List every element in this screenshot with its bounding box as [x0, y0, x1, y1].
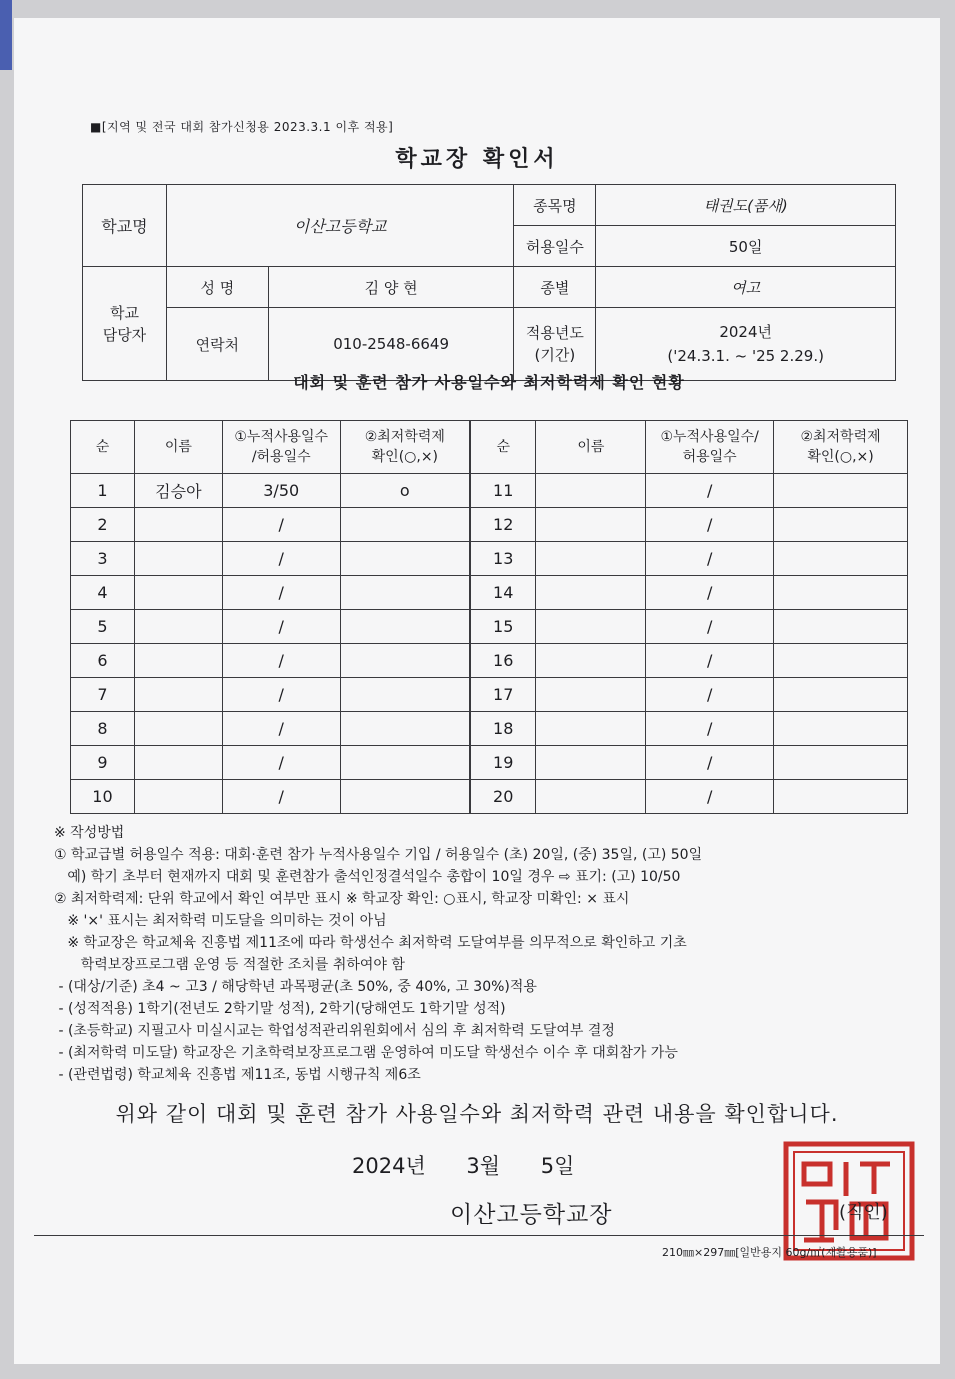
row-check-right — [774, 610, 908, 644]
row-check-right — [774, 780, 908, 814]
school-label: 학교명 — [83, 185, 167, 267]
row-no: 7 — [71, 678, 135, 712]
header-no: 순 — [71, 421, 135, 474]
allowed-days-value: 50일 — [596, 226, 896, 267]
row-check — [340, 780, 470, 814]
row-check — [340, 542, 470, 576]
table-row — [71, 474, 908, 508]
row-no-right: 20 — [470, 780, 536, 814]
year-value: 2024년 — [719, 323, 772, 341]
issue-date — [352, 1150, 608, 1180]
row-no-right: 17 — [470, 678, 536, 712]
table-row — [71, 712, 908, 746]
row-check-right — [774, 542, 908, 576]
row-name — [134, 542, 222, 576]
confirmation-text: 위와 같이 대회 및 훈련 참가 사용일수와 최저학력 관련 내용을 확인합니다. — [115, 1102, 839, 1126]
date-day: 5일 — [540, 1154, 575, 1178]
date-year: 2024년 — [352, 1154, 426, 1178]
row-no-right: 11 — [470, 474, 536, 508]
phone-label: 연락처 — [166, 308, 268, 381]
row-no-right: 16 — [470, 644, 536, 678]
row-days: / — [222, 712, 340, 746]
row-no: 9 — [71, 746, 135, 780]
row-name — [134, 678, 222, 712]
header-days: ①누적사용일수 /허용일수 — [222, 421, 340, 474]
row-name: 김승아 — [134, 474, 222, 508]
name-value: 김 양 현 — [268, 267, 514, 308]
row-check — [340, 712, 470, 746]
table-row — [71, 644, 908, 678]
row-name — [134, 712, 222, 746]
row-name — [134, 576, 222, 610]
row-check — [340, 746, 470, 780]
row-name-right — [536, 508, 646, 542]
row-days-right: / — [646, 474, 774, 508]
allowed-days-label: 허용일수 — [514, 226, 596, 267]
period-value: ('24.3.1. ~ '25 2.29.) — [667, 347, 824, 365]
date-month: 3월 — [466, 1154, 501, 1178]
row-days: 3/50 — [222, 474, 340, 508]
row-days-right: / — [646, 712, 774, 746]
row-name-right — [536, 610, 646, 644]
row-check-right — [774, 576, 908, 610]
row-days: / — [222, 644, 340, 678]
table-header-row — [71, 421, 908, 474]
row-no-right: 13 — [470, 542, 536, 576]
row-days-right: / — [646, 644, 774, 678]
row-name-right — [536, 678, 646, 712]
instruction-line: - (최저학력 미도달) 학교장은 기초학력보장프로그램 운영하여 미도달 학생선수 이수 후 대회참가 가능 — [54, 1045, 678, 1061]
row-days-right: / — [646, 780, 774, 814]
row-no-right: 18 — [470, 712, 536, 746]
row-days: / — [222, 780, 340, 814]
principal-name: 이산고등학교장 — [450, 1202, 613, 1228]
row-name-right — [536, 746, 646, 780]
row-name-right — [536, 780, 646, 814]
usage-note: ■[지역 및 전국 대회 참가신청용 2023.3.1 이후 적용] — [90, 120, 394, 134]
year-label: 적용년도 (기간) — [514, 308, 596, 381]
row-days: / — [222, 508, 340, 542]
row-days-right: / — [646, 610, 774, 644]
instruction-line: ※ 학교장은 학교체육 진흥법 제11조에 따라 학생선수 최저학력 도달여부를 의무적으로 확인하고 기초 — [54, 935, 687, 951]
phone-value: 010-2548-6649 — [268, 308, 514, 381]
row-days: / — [222, 610, 340, 644]
background-object — [0, 0, 12, 70]
section-title: 대회 및 훈련 참가 사용일수와 최저학력제 확인 현황 — [293, 373, 685, 392]
row-days-right: / — [646, 508, 774, 542]
row-name-right — [536, 542, 646, 576]
instructions — [54, 822, 924, 1086]
school-info-table — [82, 184, 896, 381]
row-no: 2 — [71, 508, 135, 542]
row-name-right — [536, 474, 646, 508]
row-days-right: / — [646, 576, 774, 610]
seal-label: (직인) — [839, 1202, 888, 1223]
header-name-right: 이름 — [536, 421, 646, 474]
instruction-line: - (초등학교) 지필고사 미실시교는 학업성적관리위원회에서 심의 후 최저학력 도달여부 결정 — [54, 1023, 615, 1039]
row-days: / — [222, 542, 340, 576]
row-check — [340, 644, 470, 678]
instruction-line: ※ '×' 표시는 최저학력 미도달을 의미하는 것이 아님 — [54, 913, 387, 929]
row-check-right — [774, 508, 908, 542]
instruction-line: ② 최저학력제: 단위 학교에서 확인 여부만 표시 ※ 학교장 확인: ○표시, 학교장 미확인: × 표시 — [54, 891, 630, 907]
row-name — [134, 610, 222, 644]
row-check-right — [774, 678, 908, 712]
row-check — [340, 508, 470, 542]
row-days-right: / — [646, 678, 774, 712]
row-no: 10 — [71, 780, 135, 814]
row-name-right — [536, 712, 646, 746]
row-check-right — [774, 712, 908, 746]
instruction-line: - (성적적용) 1학기(전년도 2학기말 성적), 2학기(당해연도 1학기말 성적) — [54, 1001, 506, 1017]
table-row — [71, 508, 908, 542]
instructions-heading: ※ 작성방법 — [54, 825, 125, 841]
row-no: 3 — [71, 542, 135, 576]
row-name — [134, 644, 222, 678]
instruction-line: 예) 학기 초부터 현재까지 대회 및 훈련참가 출석인정결석일수 총합이 10일 경우 ⇨ 표기: (고) 10/50 — [54, 869, 681, 885]
instruction-line: - (대상/기준) 초4 ~ 고3 / 해당학년 과목평균(초 50%, 중 40%, 고 30%)적용 — [54, 979, 537, 995]
row-check — [340, 678, 470, 712]
row-check — [340, 610, 470, 644]
row-no: 8 — [71, 712, 135, 746]
category-label: 종별 — [514, 267, 596, 308]
row-name — [134, 508, 222, 542]
bottom-rule — [34, 1235, 924, 1236]
row-no: 6 — [71, 644, 135, 678]
row-days-right: / — [646, 542, 774, 576]
row-no: 5 — [71, 610, 135, 644]
table-row — [71, 576, 908, 610]
row-no: 4 — [71, 576, 135, 610]
row-days-right: / — [646, 746, 774, 780]
name-label: 성 명 — [166, 267, 268, 308]
table-row — [71, 746, 908, 780]
row-name — [134, 780, 222, 814]
header-check: ②최저학력제 확인(○,×) — [340, 421, 470, 474]
header-no-right: 순 — [470, 421, 536, 474]
row-check-right — [774, 644, 908, 678]
event-value: 태권도(품새) — [596, 185, 896, 226]
paper-spec: 210㎜×297㎜[일반용지 60g/㎡(재활용품)] — [662, 1246, 877, 1259]
row-check — [340, 576, 470, 610]
table-row — [71, 610, 908, 644]
header-check-right: ②최저학력제 확인(○,×) — [774, 421, 908, 474]
instructions-lines — [54, 844, 924, 1086]
row-no-right: 12 — [470, 508, 536, 542]
document-title: 학교장 확인서 — [395, 147, 559, 172]
contact-person-label: 학교 담당자 — [83, 267, 167, 381]
row-check-right — [774, 474, 908, 508]
school-value: 이산고등학교 — [166, 185, 514, 267]
event-label: 종목명 — [514, 185, 596, 226]
instruction-line: ① 학교급별 허용일수 적용: 대회·훈련 참가 누적사용일수 기입 / 허용일수 (초) 20일, (중) 35일, (고) 50일 — [54, 847, 703, 863]
row-no-right: 19 — [470, 746, 536, 780]
table-row — [71, 780, 908, 814]
row-name-right — [536, 576, 646, 610]
row-days: / — [222, 746, 340, 780]
document-page — [14, 18, 940, 1364]
row-check-right — [774, 746, 908, 780]
row-name-right — [536, 644, 646, 678]
row-days: / — [222, 576, 340, 610]
category-value: 여고 — [596, 267, 896, 308]
table-row — [71, 678, 908, 712]
row-no-right: 15 — [470, 610, 536, 644]
row-name — [134, 746, 222, 780]
status-table — [70, 420, 908, 814]
instruction-line: - (관련법령) 학교체육 진흥법 제11조, 동법 시행규칙 제6조 — [54, 1067, 421, 1083]
row-no-right: 14 — [470, 576, 536, 610]
row-days: / — [222, 678, 340, 712]
row-check: o — [340, 474, 470, 508]
header-days-right: ①누적사용일수/ 허용일수 — [646, 421, 774, 474]
table-row — [71, 542, 908, 576]
row-no: 1 — [71, 474, 135, 508]
instruction-line: 학력보장프로그램 운영 등 적절한 조치를 취하여야 함 — [54, 957, 405, 973]
header-name: 이름 — [134, 421, 222, 474]
